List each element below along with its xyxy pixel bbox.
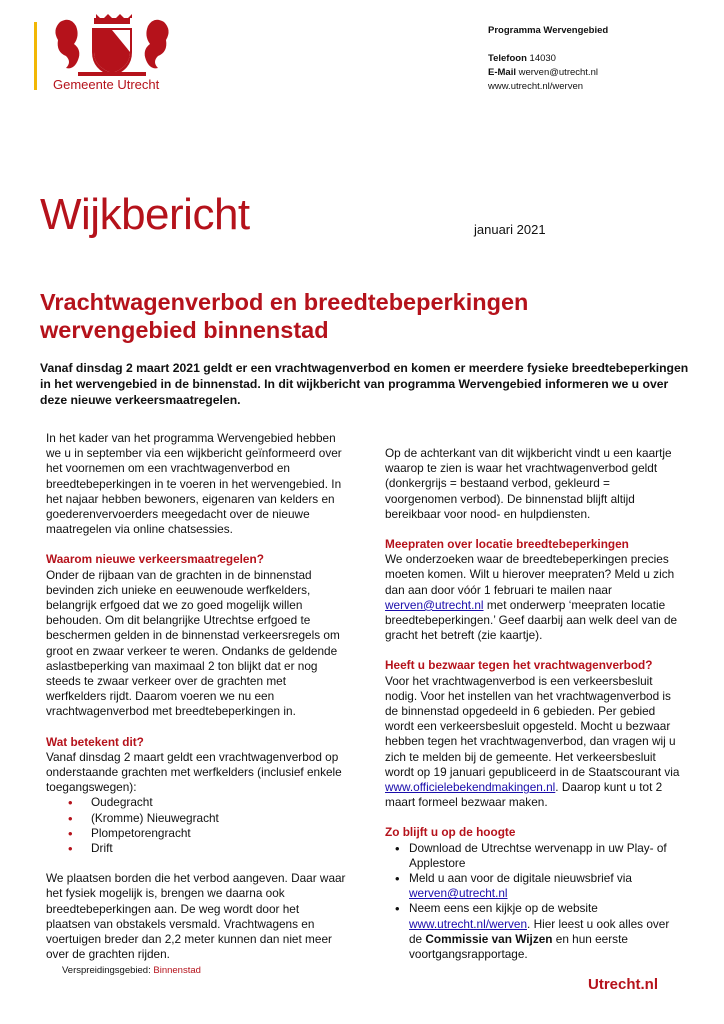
- list-item: • (Kromme) Nieuwegracht: [46, 811, 346, 826]
- waarom-paragraph: Onder de rijbaan van de grachten in de binnenstad bevinden zich unieke en eeuwenoude werfkelders, belangrijk erfgoed dat we zo goed mogelijk willen behouden. Om dit belangrijke Utrechtse erfgoed te beschermen gelden in de binnenstad verkeersregels om groot en zwaar verkeer te weren. Ondanks de geldende aslastbeperking van maximaal 2 ton blijkt dat er nog steeds te zwaar verkeer over de grachten met werfkelders rijdt. Daarom voeren we nu een vrachtwagenverbod met breedtebeperkingen in.: [46, 567, 340, 719]
- borden-paragraph: We plaatsen borden die het verbod aangeven. Daar waar het fysiek mogelijk is, brengen we daarna ook breedtebeperkingen aan. De weg wordt door het plaatsen van obstakels versmald. Vrachtwagens en voertuigen breder dan 2,2 meter kunnen dan niet meer over de grachten rijden.: [46, 871, 346, 962]
- heading-betekent: Wat betekent dit?: [46, 734, 144, 749]
- phone-label: Telefoon: [488, 53, 527, 64]
- phone-line: [488, 52, 608, 66]
- bezwaar-paragraph: [385, 674, 685, 811]
- grachten-list: [46, 795, 346, 856]
- meepraten-text-1: We onderzoeken waar de breedtebeperkingen precies moeten komen. Wilt u hierover meepraten? Meld u zich dan aan door vóór 1 februari te mailen naar: [385, 552, 675, 597]
- left-column: [46, 431, 346, 963]
- list-item: • Plompetorengracht: [46, 826, 346, 841]
- lead-paragraph: Vanaf dinsdag 2 maart 2021 geldt er een vrachtwagenverbod en komen er meerdere fysieke breedtebeperkingen in het wervengebied in de binnenstad. In dit wijkbericht van programma Wervengebied informeren we u over deze nieuwe verkeersmaatregelen.: [40, 361, 689, 407]
- email-label: E-Mail: [488, 67, 516, 78]
- list-item: [385, 871, 685, 901]
- document-date: januari 2021: [474, 222, 546, 237]
- bekendmakingen-link[interactable]: www.officielebekendmakingen.nl: [385, 780, 556, 795]
- area-value: Binnenstad: [153, 965, 201, 976]
- right-column: [385, 446, 685, 962]
- bezwaar-text-1: Voor het vrachtwagenverbod is een verkeersbesluit nodig. Voor het instellen van het vrachtwagenverbod is de binnenstad opgedeeld in 6 gebieden. Per gebied wordt een verkeersbesluit opgesteld. Mocht u bezwaar hebben tegen het vrachtwagenverbod, dan vragen wij u zich te melden bij de gemeente. Het verkeersbesluit wordt op 19 januari gepubliceerd in de Staatscourant via: [385, 673, 680, 779]
- commissie-name: Commissie van Wijzen: [425, 931, 553, 946]
- betekent-paragraph: Vanaf dinsdag 2 maart geldt een vrachtwagenverbod op onderstaande grachten met werfkelders (inclusief enkele toegangswegen):: [46, 749, 342, 795]
- phone-number: 14030: [529, 53, 556, 64]
- kaartje-paragraph: Op de achterkant van dit wijkbericht vindt u een kaartje waarop te zien is waar het vrachtwagenverbod geldt (donkergrijs = bestaand verbod, gekleurd = voorgenomen verbod). De binnenstad blijft altijd bereikbaar voor nood- en hulpdiensten.: [385, 446, 672, 521]
- list-item: [385, 901, 685, 962]
- headline-line-2: wervengebied binnenstad: [40, 317, 329, 343]
- distribution-area: [62, 965, 201, 976]
- meepraten-text-2: met onderwerp ‘meepraten locatie breedtebeperkingen.’ Geef daarbij aan welk deel van de gracht het betreft (zie kaartje).: [385, 597, 678, 643]
- headline-line-1: Vrachtwagenverbod en breedtebeperkingen: [40, 289, 529, 315]
- intro-paragraph: In het kader van het programma Wervengebied hebben we u in september via een wijkbericht geïnformeerd over het voornemen om een vrachtwagenverbod en breedtebeperkingen in te voeren in het wervengebied. In het najaar hebben bewoners, eigenaren van kelders en goederenvervoerders meegedacht over de nieuwe maatregelen via online chatsessies.: [46, 431, 342, 537]
- accent-bar: [34, 22, 37, 90]
- website-text: Neem eens een kijkje op de website: [409, 901, 598, 916]
- heading-bezwaar: Heeft u bezwaar tegen het vrachtwagenverbod?: [385, 658, 653, 673]
- list-item: • Oudegracht: [46, 795, 346, 810]
- document-title: Wijkbericht: [40, 190, 250, 239]
- nieuwsbrief-email-link[interactable]: werven@utrecht.nl: [409, 886, 508, 901]
- bezwaar-text-2: . Daarop kunt u tot 2 maart formeel bezwaar maken.: [385, 780, 663, 810]
- meepraten-paragraph: [385, 552, 685, 643]
- email-line: [488, 66, 608, 80]
- email-address[interactable]: werven@utrecht.nl: [518, 67, 598, 78]
- program-name: Programma Wervengebied: [488, 25, 609, 36]
- website-link[interactable]: www.utrecht.nl/werven: [488, 81, 584, 92]
- list-item: • Drift: [46, 841, 346, 856]
- list-item: • Download de Utrechtse wervenapp in uw Play- of Applestore: [385, 841, 685, 871]
- hoogte-list: [385, 841, 685, 963]
- area-label: Verspreidingsgebied:: [62, 965, 151, 976]
- meepraten-email-link[interactable]: werven@utrecht.nl: [385, 597, 484, 612]
- website-text-post: en hun eerste voortgangsrapportage.: [409, 931, 628, 962]
- nieuwsbrief-text: Meld u aan voor de digitale nieuwsbrief via: [409, 871, 632, 886]
- website-text-mid: . Hier leest u ook alles over de: [409, 916, 670, 946]
- contact-block: [488, 24, 608, 94]
- werven-website-link[interactable]: www.utrecht.nl/werven: [409, 916, 528, 931]
- heading-hoogte: Zo blijft u op de hoogte: [385, 825, 516, 840]
- heading-waarom: Waarom nieuwe verkeersmaatregelen?: [46, 552, 264, 567]
- logo-text: Gemeente Utrecht: [53, 77, 160, 92]
- headline: [40, 288, 690, 344]
- heading-meepraten: Meepraten over locatie breedtebeperkingen: [385, 537, 629, 552]
- footer-brand[interactable]: Utrecht.nl: [588, 976, 659, 993]
